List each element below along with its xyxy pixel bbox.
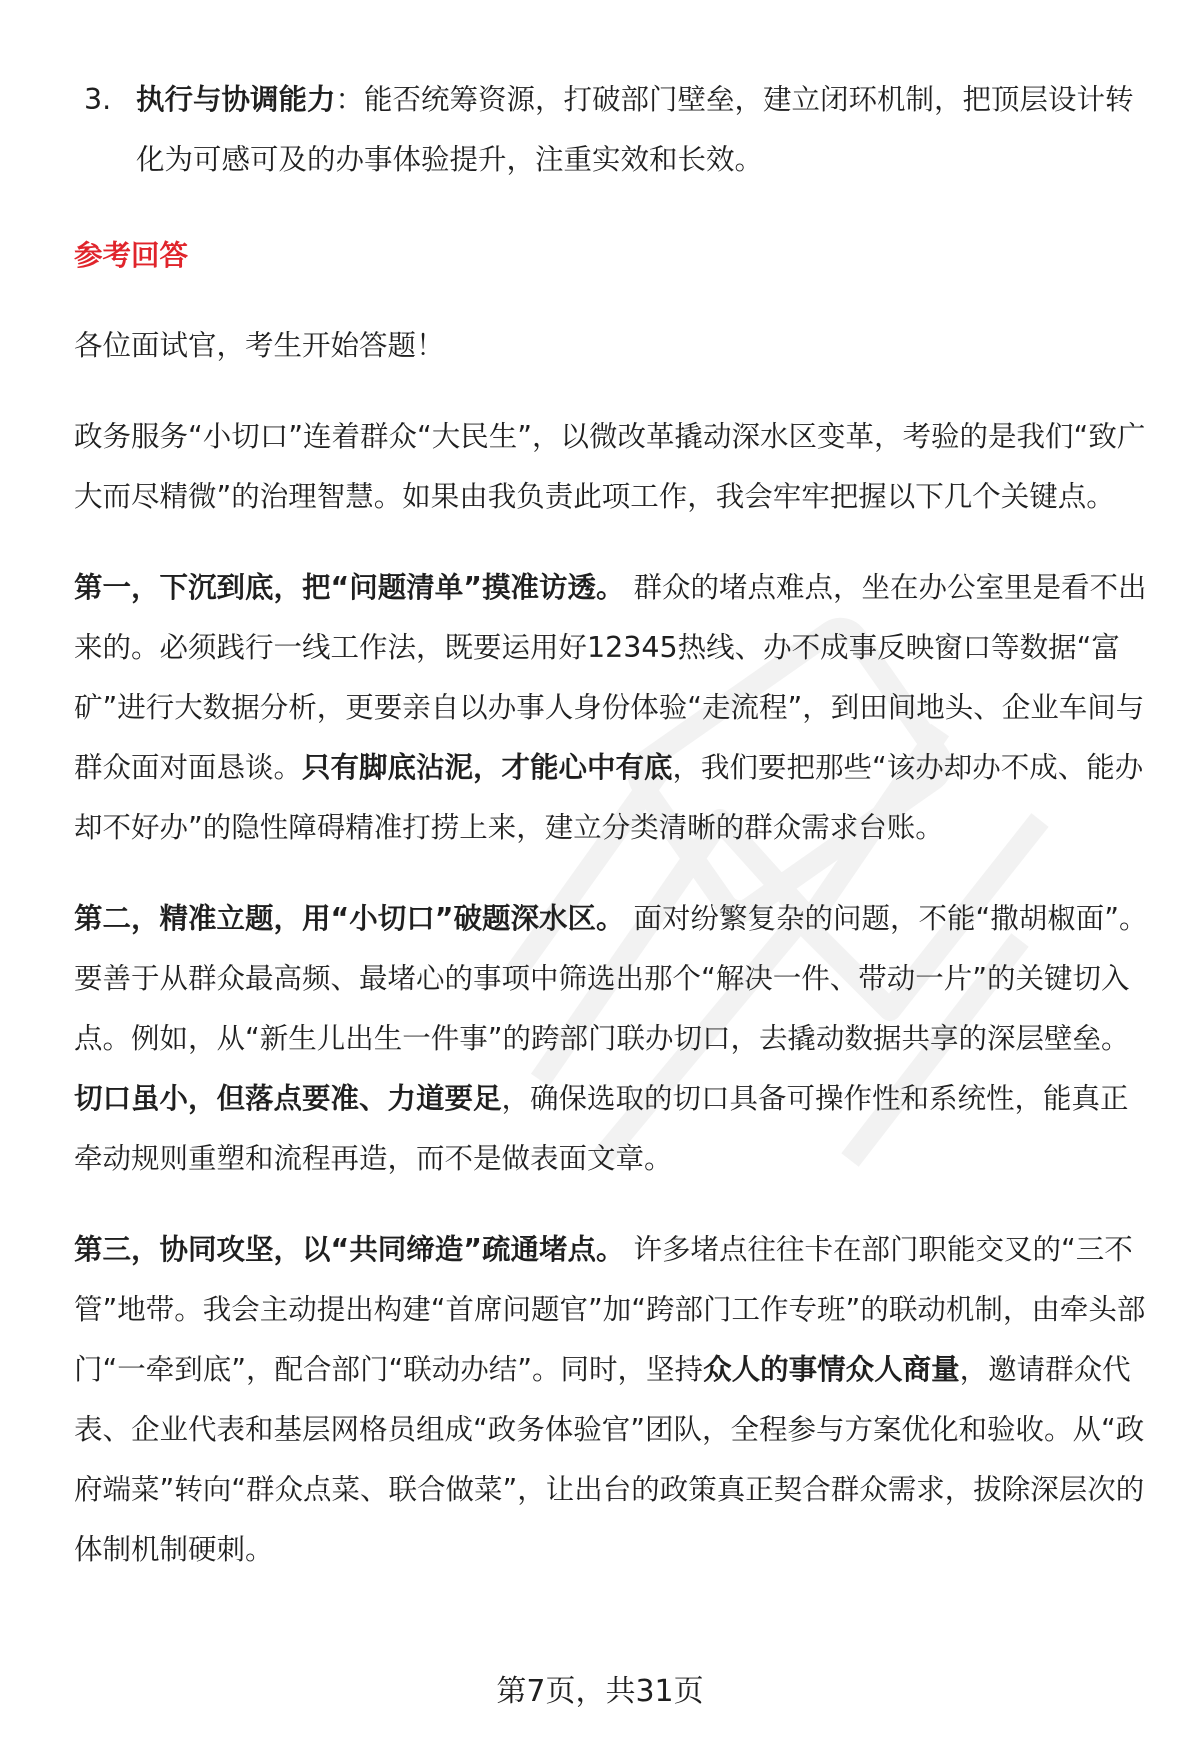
point-1-title: 第一，下沉到底，把“问题清单”摸准访透。: [74, 571, 625, 604]
point-1-text-a: 群众的堵点难点，坐在办公室里是看不出来的。必须践行一线工作法，既要运用好12345热线、办不成事反映窗口等数据“富矿”进行大数据分析，更要亲自以办事人身份体验“走流程”，到田间地头、企业车间与群众面对面恳谈。: [74, 571, 1147, 784]
point-3-title: 第三，协同攻坚，以“共同缔造”疏通堵点。: [74, 1233, 625, 1266]
intro-paragraph: 政务服务“小切口”连着群众“大民生”，以微改革撬动深水区变革，考验的是我们“致广大而尽精微”的治理智慧。如果由我负责此项工作，我会牢牢把握以下几个关键点。: [74, 420, 1146, 513]
point-1-text-b: ，我们要把那些“该办却办不成、能办却不好办”的隐性障碍精准打捞上来，建立分类清晰的群众需求台账。: [74, 751, 1144, 844]
point-1-emphasis: 只有脚底沾泥，才能心中有底: [302, 751, 673, 784]
point-1-paragraph: [74, 558, 1156, 858]
greeting-paragraph: 各位面试官，考生开始答题！: [74, 329, 445, 362]
page-footer: 第7页，共31页: [496, 1674, 704, 1709]
point-2-emphasis: 切口虽小，但落点要准、力道要足: [74, 1082, 502, 1115]
list-item-body: [136, 70, 1156, 190]
list-item-3: [74, 70, 1156, 190]
point-3-text-b: ，邀请群众代表、企业代表和基层网格员组成“政务体验官”团队，全程参与方案优化和验收。从“政府端菜”转向“群众点菜、联合做菜”，让出台的政策真正契合群众需求，拔除深层次的体制机制硬刺。: [74, 1353, 1145, 1566]
list-number: 3.: [84, 83, 112, 116]
point-3-paragraph: [74, 1220, 1156, 1580]
list-item-title: 执行与协调能力: [136, 83, 336, 116]
point-2-paragraph: [74, 889, 1156, 1189]
point-3-emphasis: 众人的事情众人商量: [703, 1353, 960, 1386]
document-content: [74, 70, 1156, 1611]
point-2-text-b: ，确保选取的切口具备可操作性和系统性，能真正牵动规则重塑和流程再造，而不是做表面文章。: [74, 1082, 1129, 1175]
list-item-text: ：能否统筹资源，打破部门壁垒，建立闭环机制，把顶层设计转化为可感可及的办事体验提升，注重实效和长效。: [136, 83, 1134, 176]
point-2-text-a: 面对纷繁复杂的问题，不能“撒胡椒面”。要善于从群众最高频、最堵心的事项中筛选出那个“解决一件、带动一片”的关键切入点。例如，从“新生儿出生一件事”的跨部门联办切口，去撬动数据共享的深层壁垒。: [74, 902, 1148, 1055]
point-2-title: 第二，精准立题，用“小切口”破题深水区。: [74, 902, 625, 935]
point-3-text-a: 许多堵点往往卡在部门职能交叉的“三不管”地带。我会主动提出构建“首席问题官”加“跨部门工作专班”的联动机制，由牵头部门“一牵到底”，配合部门“联动办结”。同时，坚持: [74, 1233, 1146, 1386]
section-title: 参考回答: [74, 239, 189, 272]
